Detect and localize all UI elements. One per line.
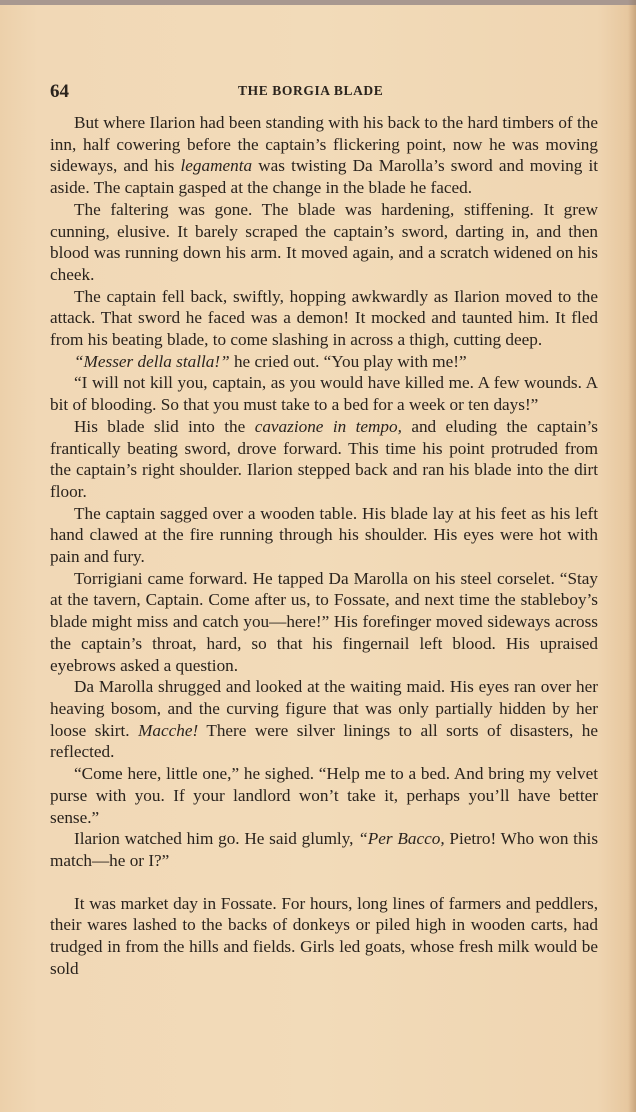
text-run: “I will not kill you, captain, as you would have killed me. A few wounds. A bit of blooding. So that you must take to a bed for a week or ten days!” [50,373,598,415]
italic-text: “Per Bacco, [358,829,445,849]
text-run: The captain sagged over a wooden table. His blade lay at his feet as his left hand clawed at the fire running through his shoulder. His eyes were hot with pain and fury. [50,503,598,567]
text-run: he cried out. “You play with me!” [229,351,467,371]
text-run: It was market day in Fossate. For hours, long lines of farmers and peddlers, their wares lashed to the backs of donkeys or piled high in wooden carts, had trudged in from the hills and fields. Girls led goats, whose fresh milk would be sold [50,893,598,978]
paragraph [50,416,598,503]
text-run: was twisting Da Marolla’s sword and moving it aside. The captain gasped at the change in the blade he faced. [50,156,598,198]
page-header [50,81,606,103]
text-run: Pietro! Who won this match—he or I?” [50,829,599,870]
text-run: The faltering was gone. The blade was hardening, stiffening. It grew cunning, elusive. It barely scraped the captain’s sword, darting in, and then blood was running down his arm. It moved again, and a scratch widened on his cheek. [50,199,598,284]
page-edge-shadow [628,0,636,1112]
paragraph [50,828,598,871]
paragraph [50,893,598,980]
body-text [50,112,598,979]
italic-text: cavazione in tempo, [254,416,402,436]
text-run: His blade slid into the [74,416,255,436]
paragraph [50,372,598,415]
italic-text: Macche! [138,720,199,740]
paragraph [50,503,598,568]
text-run: But where Ilarion had been standing with his back to the hard timbers of the inn, half cowering before the captain’s flickering point, now he was moving sideways, and his [50,113,598,176]
paragraph [50,763,598,828]
paragraph [50,112,598,199]
italic-text: legamenta [180,156,253,176]
page-number: 64 [50,81,69,102]
paragraph [50,351,598,373]
italic-text: “Messer della stalla!” [74,351,230,371]
paragraph [50,676,598,763]
text-run: Da Marolla shrugged and looked at the waiting maid. His eyes ran over her heaving bosom, and the curving figure that was only partially hidden by her loose skirt. [50,677,598,740]
paragraph [50,286,598,351]
paragraph [50,568,598,677]
text-run: “Come here, little one,” he sighed. “Help me to a bed. And bring my velvet purse with you. If your landlord won’t take it, perhaps you’ll have better sense.” [50,764,598,827]
running-title: THE BORGIA BLADE [238,83,384,98]
text-run: There were silver linings to all sorts of disasters, he reflected. [50,720,598,762]
text-run: and eluding the captain’s frantically beating sword, drove forward. This time his point protruded from the captain’s right shoulder. Ilarion stepped back and ran his blade into the dirt floor. [50,416,598,501]
text-run: Torrigiani came forward. He tapped Da Marolla on his steel corselet. “Stay at the tavern, Captain. Come after us, to Fossate, and next time the stableboy’s blade might miss and catch you—here!” His forefinger moved sideways across the captain’s throat, hard, so that his fingernail left blood. His upraised eyebrows asked a question. [50,568,598,675]
paragraph [50,199,598,286]
text-run: Ilarion watched him go. He said glumly, [74,829,359,849]
text-run: The captain fell back, swiftly, hopping awkwardly as Ilarion moved to the attack. That sword he faced was a demon! It mocked and taunted him. It fled from his beating blade, to come slashing in across a thigh, cutting deep. [50,286,598,350]
